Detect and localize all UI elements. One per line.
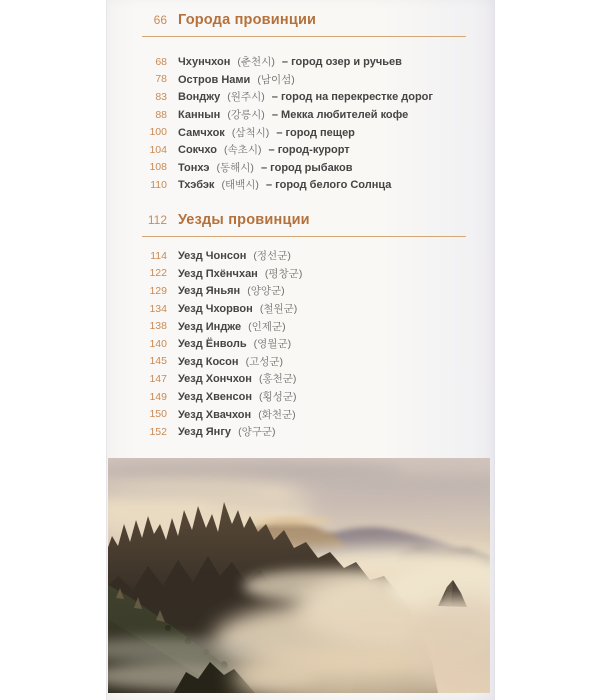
entry-text bbox=[178, 266, 302, 281]
toc-entry bbox=[142, 71, 466, 89]
toc-entry bbox=[142, 300, 466, 318]
entry-text bbox=[178, 424, 276, 439]
toc-entry bbox=[142, 423, 466, 441]
toc-entry bbox=[142, 53, 466, 71]
entry-korean: (영월군) bbox=[253, 338, 292, 351]
book-page bbox=[106, 0, 495, 700]
entry-text bbox=[178, 160, 353, 175]
entry-name: Тонхэ bbox=[178, 161, 210, 174]
entry-name: Сокчхо bbox=[178, 144, 217, 157]
entry-text bbox=[178, 336, 291, 351]
toc-entry bbox=[142, 353, 466, 371]
entry-page-number: 145 bbox=[149, 355, 167, 368]
landscape-photo-art bbox=[108, 458, 490, 693]
entry-korean: (동해시) bbox=[216, 161, 254, 174]
entry-korean: (횡성군) bbox=[259, 391, 297, 404]
entry-text bbox=[178, 283, 285, 298]
entry-page-number: 83 bbox=[155, 90, 167, 103]
toc-list bbox=[142, 247, 466, 441]
landscape-photo bbox=[108, 458, 490, 693]
toc-entry bbox=[142, 405, 466, 423]
toc-list bbox=[142, 53, 466, 194]
entry-page-number: 150 bbox=[149, 408, 167, 421]
section-header bbox=[142, 210, 466, 237]
entry-description: – Мекка любителей кофе bbox=[271, 109, 409, 122]
entry-page-number: 108 bbox=[149, 161, 167, 174]
entry-name: Каннын bbox=[178, 109, 221, 122]
entry-text bbox=[178, 89, 433, 104]
entry-page-number: 149 bbox=[149, 390, 167, 403]
entry-name: Чхунчхон bbox=[178, 56, 231, 69]
toc-entry bbox=[142, 123, 466, 141]
entry-text bbox=[178, 319, 286, 334]
toc-section bbox=[142, 10, 466, 194]
entry-text bbox=[178, 54, 402, 69]
entry-text bbox=[178, 407, 296, 422]
toc-entry bbox=[142, 335, 466, 353]
entry-korean: (양구군) bbox=[238, 426, 276, 439]
entry-description: – город-курорт bbox=[268, 144, 350, 157]
entry-description: – город рыбаков bbox=[261, 161, 353, 174]
entry-name: Уезд Хончхон bbox=[178, 373, 252, 386]
section-page-number: 112 bbox=[147, 213, 167, 227]
toc-entry bbox=[142, 88, 466, 106]
toc-entry bbox=[142, 265, 466, 283]
entry-name: Уезд Косон bbox=[178, 355, 239, 368]
entry-page-number: 114 bbox=[150, 249, 167, 262]
entry-text bbox=[178, 248, 291, 263]
section-page-number: 66 bbox=[153, 13, 167, 27]
entry-page-number: 129 bbox=[149, 284, 167, 297]
entry-description: – город озер и ручьев bbox=[281, 56, 402, 69]
entry-name: Уезд Хвенсон bbox=[178, 391, 252, 404]
entry-page-number: 88 bbox=[155, 108, 167, 121]
toc-entry bbox=[142, 370, 466, 388]
entry-description: – город белого Солнца bbox=[266, 179, 392, 192]
section-title: Уезды провинции bbox=[178, 212, 310, 228]
entry-name: Уезд Индже bbox=[178, 320, 242, 333]
entry-name: Остров Нами bbox=[178, 73, 251, 86]
entry-korean: (양양군) bbox=[247, 285, 285, 298]
toc-entry bbox=[142, 388, 466, 406]
entry-page-number: 134 bbox=[149, 302, 167, 315]
entry-name: Тхэбэк bbox=[178, 179, 215, 192]
toc-entry bbox=[142, 317, 466, 335]
entry-page-number: 110 bbox=[150, 178, 167, 191]
toc-section bbox=[142, 210, 466, 441]
entry-page-number: 147 bbox=[149, 372, 167, 385]
entry-page-number: 104 bbox=[149, 143, 167, 156]
entry-korean: (홍천군) bbox=[259, 373, 297, 386]
entry-text bbox=[178, 354, 283, 369]
entry-page-number: 140 bbox=[149, 337, 167, 350]
entry-korean: (강릉시) bbox=[227, 109, 265, 122]
entry-korean: (속초시) bbox=[224, 144, 262, 157]
entry-text bbox=[178, 301, 297, 316]
entry-name: Уезд Яньян bbox=[178, 285, 241, 298]
toc-entry bbox=[142, 106, 466, 124]
toc-entry bbox=[142, 141, 466, 159]
entry-page-number: 138 bbox=[149, 320, 167, 333]
entry-korean: (원주시) bbox=[227, 91, 265, 104]
entry-name: Уезд Чхорвон bbox=[178, 303, 253, 316]
entry-text bbox=[178, 389, 296, 404]
entry-page-number: 122 bbox=[149, 267, 167, 280]
entry-text bbox=[178, 177, 391, 192]
entry-text bbox=[178, 125, 355, 140]
entry-name: Уезд Пхёнчхан bbox=[178, 267, 258, 280]
entry-name: Уезд Янгу bbox=[178, 426, 232, 439]
entry-page-number: 78 bbox=[155, 73, 167, 86]
section-header bbox=[142, 10, 466, 37]
entry-text bbox=[178, 107, 408, 122]
entry-page-number: 152 bbox=[149, 425, 167, 438]
toc-entry bbox=[142, 247, 466, 265]
entry-name: Уезд Хвачхон bbox=[178, 408, 252, 421]
entry-korean: (고성군) bbox=[245, 355, 284, 368]
entry-korean: (평창군) bbox=[264, 267, 303, 280]
toc-entry bbox=[142, 282, 466, 300]
entry-text bbox=[178, 142, 350, 157]
entry-korean: (인제군) bbox=[248, 320, 286, 333]
entry-page-number: 68 bbox=[155, 55, 167, 68]
entry-page-number: 100 bbox=[149, 126, 167, 139]
entry-korean: (화천군) bbox=[258, 408, 296, 421]
entry-korean: (춘천시) bbox=[237, 56, 275, 69]
entry-text bbox=[178, 371, 296, 386]
entry-name: Уезд Ёнволь bbox=[178, 338, 247, 351]
entry-korean: (철원군) bbox=[259, 303, 298, 316]
section-title: Города провинции bbox=[178, 12, 317, 28]
entry-korean: (삼척시) bbox=[231, 126, 270, 139]
toc-entry bbox=[142, 159, 466, 177]
toc-entry bbox=[142, 176, 466, 194]
entry-description: – город пещер bbox=[276, 126, 355, 139]
entry-description: – город на перекрестке дорог bbox=[271, 91, 433, 104]
entry-name: Уезд Чонсон bbox=[178, 250, 247, 263]
entry-name: Самчхок bbox=[178, 126, 225, 139]
entry-korean: (정선군) bbox=[253, 250, 291, 263]
entry-korean: (남이섬) bbox=[257, 73, 295, 86]
entry-korean: (태백시) bbox=[221, 179, 259, 192]
entry-text bbox=[178, 72, 295, 87]
entry-name: Вонджу bbox=[178, 91, 221, 104]
